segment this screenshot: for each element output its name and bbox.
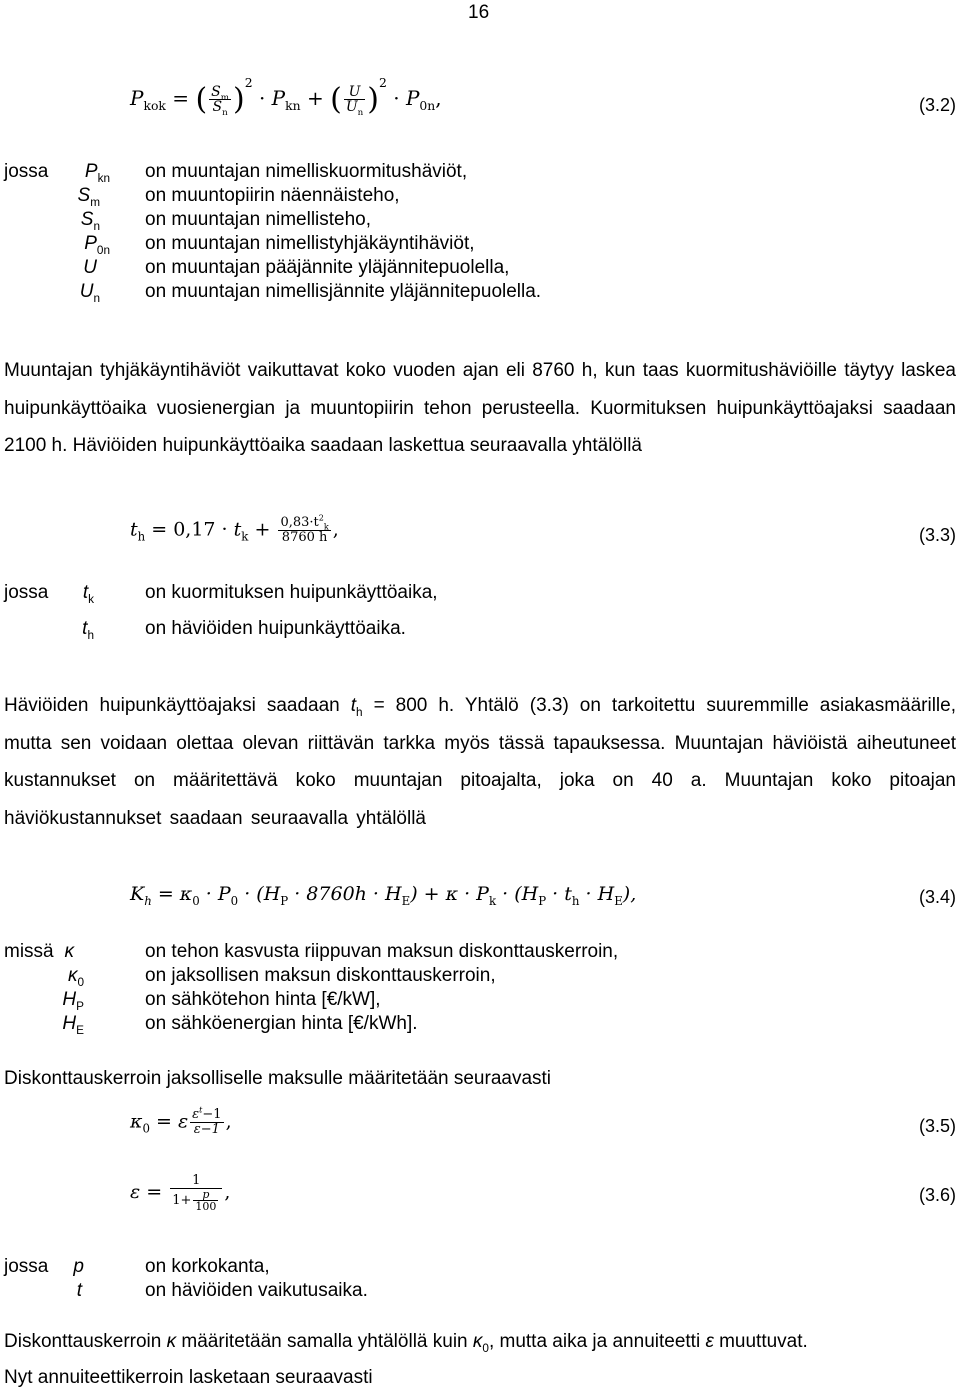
definition-symbol: $S_m$	[77, 185, 100, 209]
definition-text: on sähkötehon hinta [€/kW],	[145, 989, 381, 1010]
definition-symbol: $t_h$	[82, 618, 94, 642]
definition-keyword: jossa	[4, 582, 49, 603]
definition-row	[0, 185, 960, 209]
definition-row	[0, 582, 960, 618]
definition-symbol: $S_n$	[80, 209, 100, 233]
paragraph-4: Diskonttauskerroin κ määritetään samalla yhtälöllä kuin $\kappa_0$, mutta aika ja annuiteetti ε muuttuvat.	[4, 1331, 808, 1355]
definition-symbol: $P_{0n}$	[84, 233, 110, 257]
paragraph-1: Muuntajan tyhjäkäyntihäviöt vaikuttavat koko vuoden ajan eli 8760 h, kun taas kuormitushäviöille täytyy laskea huipunkäyttöaika vuosienergian ja muuntopiirin tehon perusteella. Kuormituksen huipunkäyttöajaksi saadaan 2100 h. Häviöiden huipunkäyttöaika saadaan laskettua seuraavalla yhtälöllä	[4, 360, 956, 456]
definition-text: on korkokanta,	[145, 1256, 270, 1277]
definitions-list-3	[0, 941, 960, 1037]
definition-text: on muuntajan nimelliskuormitushäviöt,	[145, 161, 468, 182]
definition-row	[0, 1280, 960, 1304]
equation-3-2: $P_{kok}$ = ( $\frac{S_m}{S_n}$ )$^2 \cdot P_{kn}$ + ( $\frac{U}{U_n}$ )$^2 \cdot P_{0n}$,	[130, 75, 442, 118]
equation-3-4: $K_h = \kappa_0 \cdot P_0 \cdot (H_P \cdot 8760h \cdot H_E) + \kappa \cdot P_k \cdot (H_P \cdot t_h \cdot H_E)$,	[130, 883, 637, 908]
definition-symbol: $H_P$	[62, 989, 84, 1013]
definition-row	[0, 209, 960, 233]
definition-symbol: $t_k$	[82, 582, 94, 606]
paragraph-3: Diskonttauskerroin jaksolliselle maksulle määritetään seuraavasti	[4, 1068, 552, 1089]
definition-row	[0, 257, 960, 281]
definition-symbol: t	[76, 1280, 82, 1301]
definition-symbol: $P_{kn}$	[84, 161, 110, 185]
definition-text: on muuntopiirin näennäisteho,	[145, 185, 400, 206]
definition-symbol: p	[73, 1256, 84, 1277]
definition-row	[0, 233, 960, 257]
paragraph-2: Häviöiden huipunkäyttöajaksi saadaan $t_h = 800$ h. Yhtälö (3.3) on tarkoitettu suuremmille asiakasmäärille, mutta sen voidaan olettaa olevan riittävän tarkka myös tässä tapauksessa. Muuntajan häviöistä aiheutuneet kustannukset on määritettävä koko muuntajan pitoajalta, joka on 40 a. Muuntajan koko pitoajan häviökustannukset saadaan seuraavalla yhtälöllä	[4, 695, 956, 829]
definitions-list-2	[0, 582, 960, 642]
definition-text: on muuntajan nimellisteho,	[145, 209, 372, 230]
definition-text: on tehon kasvusta riippuvan maksun diskonttauskerroin,	[145, 941, 619, 962]
definition-text: on muuntajan pääjännite yläjännitepuolella,	[145, 257, 510, 278]
definition-row	[0, 161, 960, 185]
definition-symbol: $H_E$	[62, 1013, 84, 1037]
definition-row	[0, 281, 960, 305]
definition-symbol: $\kappa_0$	[67, 965, 84, 989]
equation-number-3-4: (3.4)	[918, 887, 956, 907]
paragraph-4-line-2: Nyt annuiteettikerroin lasketaan seuraavasti	[4, 1367, 373, 1388]
definition-text: on sähköenergian hinta [€/kWh].	[145, 1013, 418, 1034]
definition-keyword: missä	[4, 941, 54, 962]
definition-symbol: U	[83, 257, 97, 278]
equation-3-5: $\kappa_0 = \varepsilon$ $\frac{\varepsilon^t-1}{\varepsilon-1}$ ,	[130, 1105, 232, 1137]
equation-3-3: $t_h = 0,17 \cdot t_k$ + $\frac{0,83\cdot t^2_k}{8760 h}$ ,	[130, 513, 339, 545]
equation-number-3-2: (3.2)	[918, 95, 956, 115]
definition-text: on muuntajan nimellisjännite yläjännitepuolella.	[145, 281, 542, 302]
equation-number-3-5: (3.5)	[918, 1116, 956, 1136]
definition-text: on häviöiden huipunkäyttöaika.	[145, 618, 406, 639]
equation-3-6: ε = 1 1+ $\frac{p}{100}$ ,	[130, 1173, 231, 1213]
definition-row	[0, 989, 960, 1013]
definition-text: on jaksollisen maksun diskonttauskerroin,	[145, 965, 496, 986]
equation-number-3-3: (3.3)	[918, 525, 956, 545]
definition-keyword: jossa	[4, 161, 49, 182]
definition-row	[0, 941, 960, 965]
definition-keyword: jossa	[4, 1256, 49, 1277]
definition-row	[0, 618, 960, 642]
definition-text: on muuntajan nimellistyhjäkäyntihäviöt,	[145, 233, 475, 254]
equation-number-3-6: (3.6)	[918, 1185, 956, 1205]
definition-text: on kuormituksen huipunkäyttöaika,	[145, 582, 438, 603]
definition-row	[0, 1013, 960, 1037]
definition-row	[0, 965, 960, 989]
page-number: 16	[468, 2, 490, 23]
definition-symbol: κ	[64, 941, 74, 962]
definition-row	[0, 1256, 960, 1280]
definition-symbol: $U_n$	[79, 281, 100, 305]
definitions-list-4	[0, 1256, 960, 1304]
definition-text: on häviöiden vaikutusaika.	[145, 1280, 368, 1301]
definitions-list-1	[0, 161, 960, 305]
